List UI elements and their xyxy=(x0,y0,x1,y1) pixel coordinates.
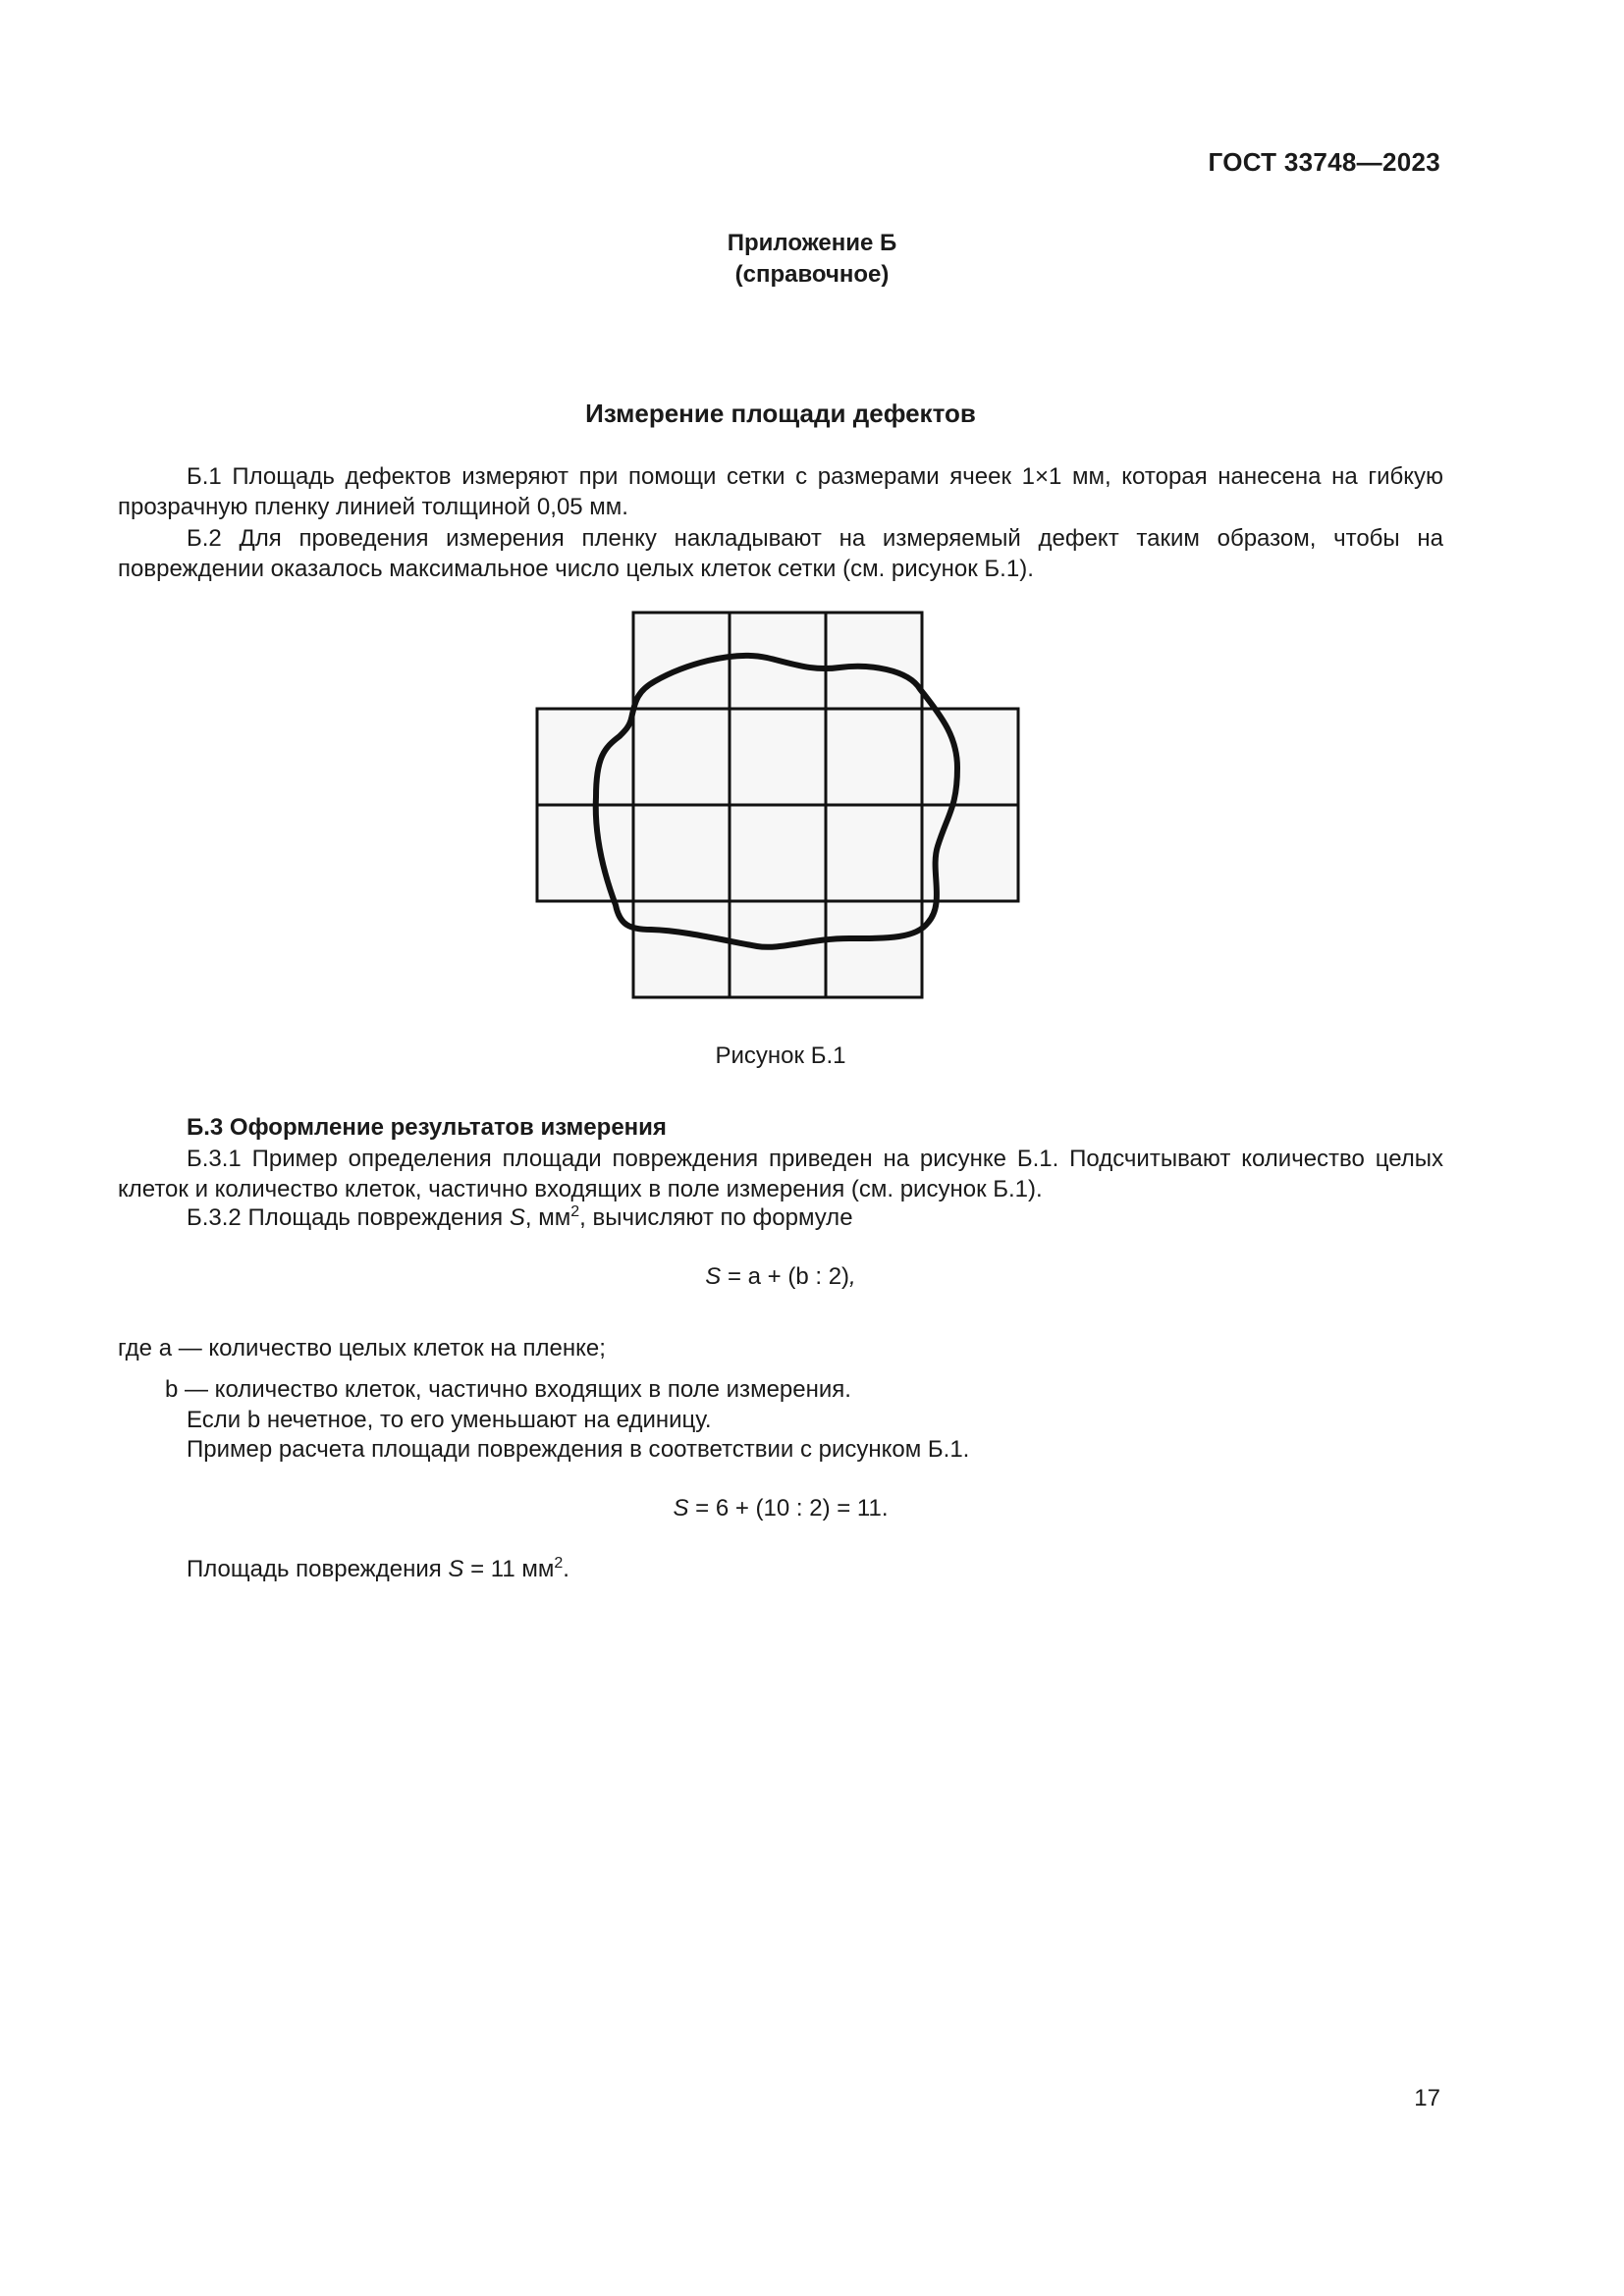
grid-cell xyxy=(537,709,633,805)
grid-cell xyxy=(826,901,922,997)
figure-b1-grid xyxy=(535,611,1022,1019)
page-number: 17 xyxy=(1414,2085,1440,2111)
formula: S = a + (b : 2), xyxy=(705,1263,856,1290)
grid-cell xyxy=(633,709,730,805)
grid-cell xyxy=(922,709,1018,805)
grid-cell xyxy=(826,709,922,805)
grid-cell xyxy=(633,901,730,997)
paragraph-b32: Б.3.2 Площадь повреждения S, $мм^2$, вычисляют по формуле xyxy=(187,1203,853,1231)
paragraph-b1: Б.1 Площадь дефектов измеряют при помощи сетки с размерами ячеек 1×1 мм, которая нанесена на гибкую прозрачную пленку линией толщиной 0,05 мм. xyxy=(118,463,1443,520)
grid-cell xyxy=(730,709,826,805)
grid-cell xyxy=(633,805,730,901)
odd-rule: Если b нечетное, то его уменьшают на единицу. xyxy=(187,1407,712,1433)
example-formula: S = 6 + (10 : 2) = 11. xyxy=(673,1495,889,1522)
paragraph-b31: Б.3.1 Пример определения площади повреждения приведен на рисунке Б.1. Подсчитывают количество целых клеток и количество клеток, частично входящих в поле измерения (см. рисунок Б.1). xyxy=(118,1146,1443,1202)
grid-cell xyxy=(730,805,826,901)
figure-caption: Рисунок Б.1 xyxy=(715,1042,846,1069)
standard-code: ГОСТ 33748—2023 xyxy=(1208,147,1440,177)
grid-cell xyxy=(826,805,922,901)
appendix-status: (справочное) xyxy=(734,261,890,288)
section-title: Измерение площади дефектов xyxy=(585,399,976,428)
legend-b: b — количество клеток, частично входящих в поле измерения. xyxy=(165,1376,851,1403)
legend-a: где a — количество целых клеток на пленке; xyxy=(118,1335,606,1362)
grid-cell xyxy=(826,613,922,709)
appendix-title: Приложение Б xyxy=(727,230,897,256)
grid-cells xyxy=(537,613,1018,997)
result-line: Площадь повреждения S = 11 $мм^2$. xyxy=(187,1555,569,1582)
grid-cell xyxy=(537,805,633,901)
example-intro: Пример расчета площади повреждения в соответствии с рисунком Б.1. xyxy=(187,1436,970,1463)
section-b3-heading: Б.3 Оформление результатов измерения xyxy=(187,1114,667,1141)
paragraph-b2: Б.2 Для проведения измерения пленку накладывают на измеряемый дефект таким образом, чтобы на повреждении оказалось максимальное число целых клеток сетки (см. рисунок Б.1). xyxy=(118,525,1443,582)
